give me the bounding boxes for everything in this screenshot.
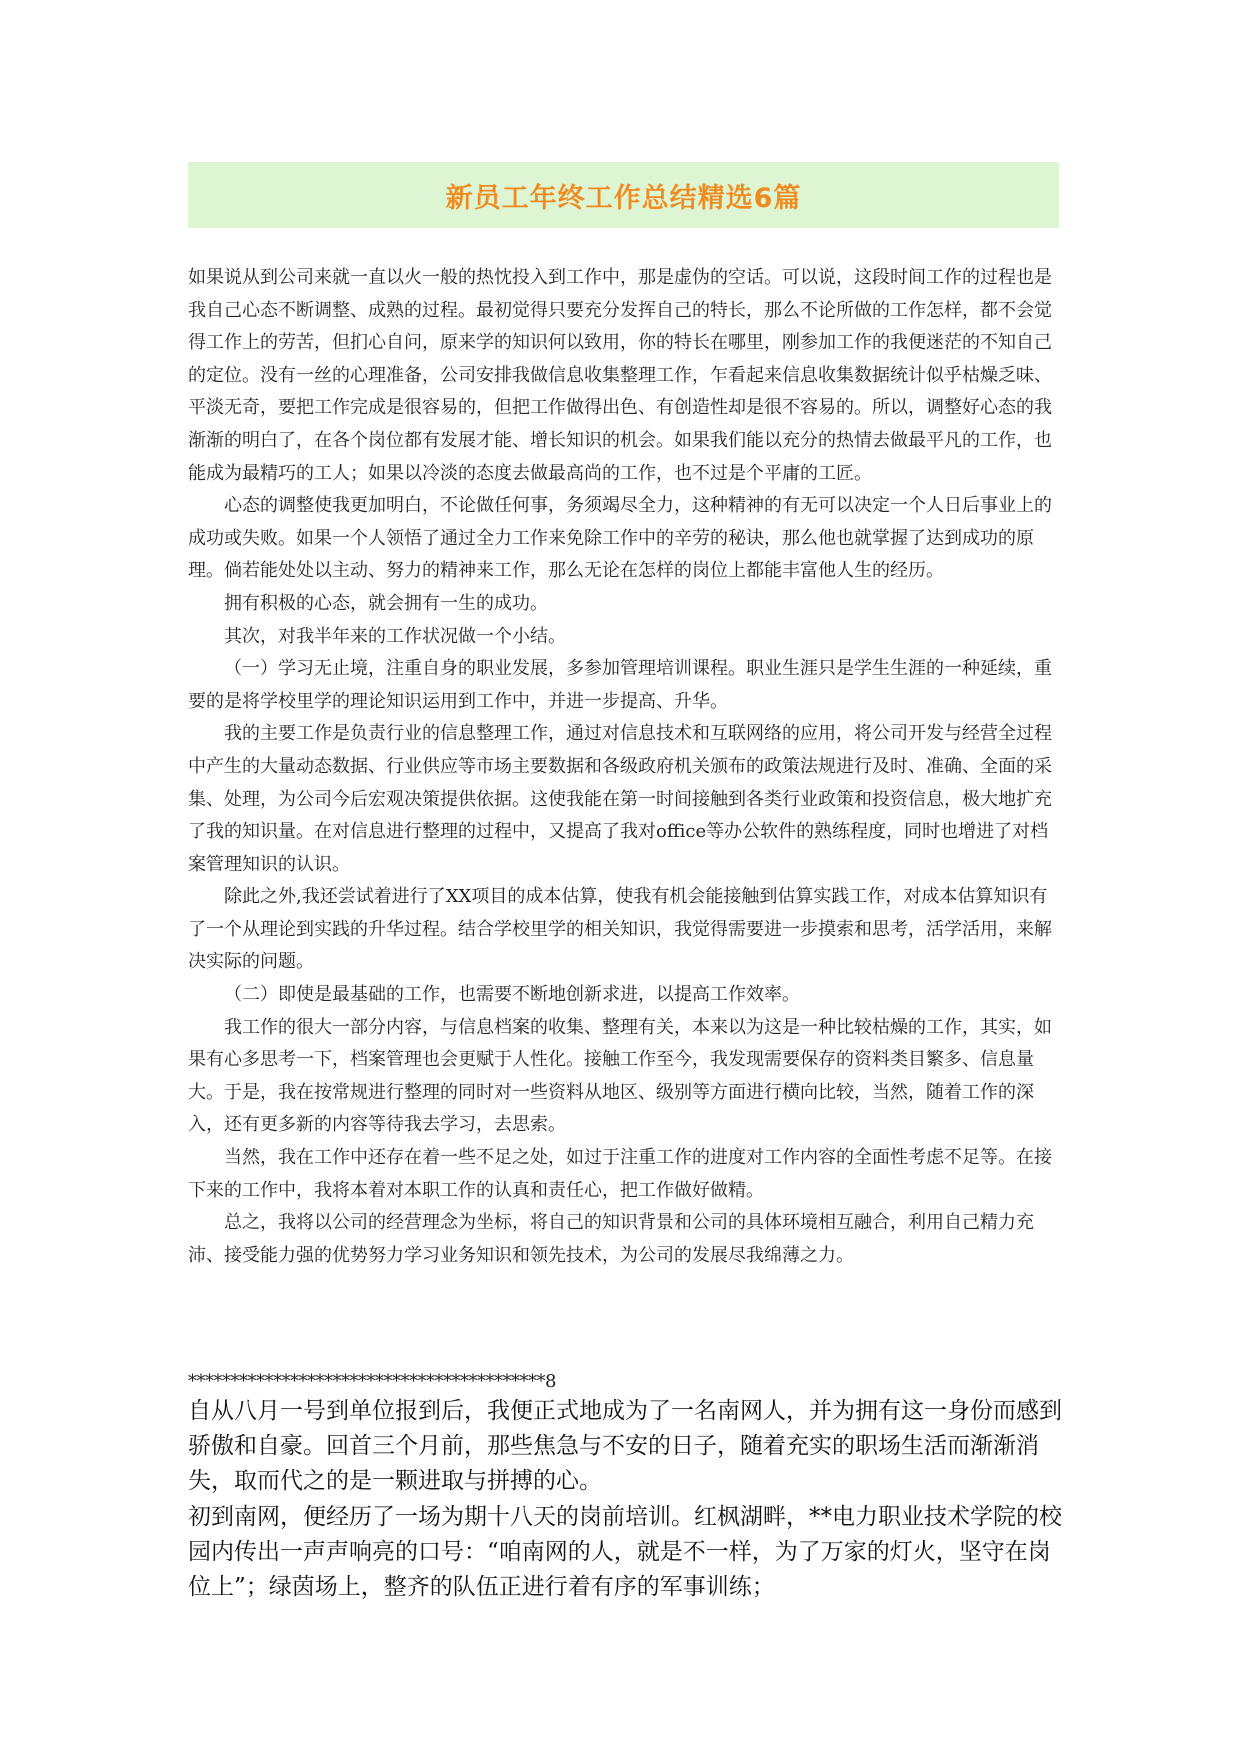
paragraph: 自从八月一号到单位报到后，我便正式地成为了一名南网人，并为拥有这一身份而感到骄傲和自豪。回首三个月前，那些焦急与不安的日子，随着充实的职场生活而渐渐消失，取而代之的是一颗进取与拼搏的心。 bbox=[188, 1398, 1062, 1495]
paragraph: 当然，我在工作中还存在着一些不足之处，如过于注重工作的进度对工作内容的全面性考虑不足等。在接下来的工作中，我将本着对本职工作的认真和责任心，把工作做好做精。 bbox=[188, 1147, 1052, 1201]
paragraph: 如果说从到公司来就一直以火一般的热忱投入到工作中，那是虚伪的空话。可以说，这段时间工作的过程也是我自己心态不断调整、成熟的过程。最初觉得只要充分发挥自己的特长，那么不论所做的工作怎样，都不会觉得工作上的劳苦，但扪心自问，原来学的知识何以致用，你的特长在哪里，刚参加工作的我便迷茫的不知自己的定位。没有一丝的心理准备，公司安排我做信息收集整理工作，乍看起来信息收集数据统计似乎枯燥乏味、平淡无奇，要把工作完成是很容易的，但把工作做得出色、有创造性却是很不容易的。所以，调整好心态的我渐渐的明白了，在各个岗位都有发展才能、增长知识的机会。如果我们能以充分的热情去做最平凡的工作，也能成为最精巧的工人；如果以冷淡的态度去做最高尚的工作，也不过是个平庸的工匠。 bbox=[188, 267, 1052, 484]
paragraph: 心态的调整使我更加明白，不论做任何事，务须竭尽全力，这种精神的有无可以决定一个人日后事业上的成功或失败。如果一个人领悟了通过全力工作来免除工作中的辛劳的秘诀，那么他也就掌握了达到成功的原理。倘若能处处以主动、努力的精神来工作，那么无论在怎样的岗位上都能丰富他人生的经历。 bbox=[188, 495, 1052, 582]
paragraph: 总之，我将以公司的经营理念为坐标，将自己的知识背景和公司的具体环境相互融合，利用自己精力充沛、接受能力强的优势努力学习业务知识和领先技术，为公司的发展尽我绵薄之力。 bbox=[188, 1212, 1034, 1266]
paragraph: （一）学习无止境，注重自身的职业发展，多参加管理培训课程。职业生涯只是学生生涯的一种延续，重要的是将学校里学的理论知识运用到工作中，并进一步提高、升华。 bbox=[188, 658, 1052, 712]
document-title: 新员工年终工作总结精选6篇 bbox=[445, 182, 802, 214]
title-banner bbox=[188, 162, 1059, 228]
paragraph: 我的主要工作是负责行业的信息整理工作，通过对信息技术和互联网络的应用，将公司开发与经营全过程中产生的大量动态数据、行业供应等市场主要数据和各级政府机关颁布的政策法规进行及时、准确、全面的采集、处理，为公司今后宏观决策提供依据。这使我能在第一时间接触到各类行业政策和投资信息，极大地扩充了我的知识量。在对信息进行整理的过程中，又提高了我对office等办公软件的熟练程度，同时也增进了对档案管理知识的认识。 bbox=[188, 723, 1052, 875]
paragraph: 拥有积极的心态，就会拥有一生的成功。 bbox=[224, 592, 548, 614]
paragraph: 初到南网，便经历了一场为期十八天的岗前培训。红枫湖畔，**电力职业技术学院的校园内传出一声声响亮的口号：“咱南网的人，就是不一样，为了万家的灯火，坚守在岗位上”；绿茵场上，整齐的队伍正进行着有序的军事训练； bbox=[188, 1503, 1062, 1601]
section-two bbox=[188, 1394, 1068, 1605]
paragraph: 我工作的很大一部分内容，与信息档案的收集、整理有关，本来以为这是一种比较枯燥的工作，其实，如果有心多思考一下，档案管理也会更赋于人性化。接触工作至今，我发现需要保存的资料类目繁多、信息量大。于是，我在按常规进行整理的同时对一些资料从地区、级别等方面进行横向比较，当然，随着工作的深入，还有更多新的内容等待我去学习，去思索。 bbox=[188, 1016, 1052, 1136]
paragraph: 除此之外,我还尝试着进行了XX项目的成本估算，使我有机会能接触到估算实践工作，对成本估算知识有了一个从理论到实践的升华过程。结合学校里学的相关知识，我觉得需要进一步摸索和思考，活学活用，来解决实际的问题。 bbox=[188, 886, 1052, 973]
paragraph: （二）即使是最基础的工作，也需要不断地创新求进，以提高工作效率。 bbox=[224, 984, 800, 1006]
section-separator: ******************************************8 bbox=[188, 1371, 556, 1392]
document-body bbox=[188, 262, 1060, 1272]
paragraph: 其次，对我半年来的工作状况做一个小结。 bbox=[224, 625, 566, 647]
